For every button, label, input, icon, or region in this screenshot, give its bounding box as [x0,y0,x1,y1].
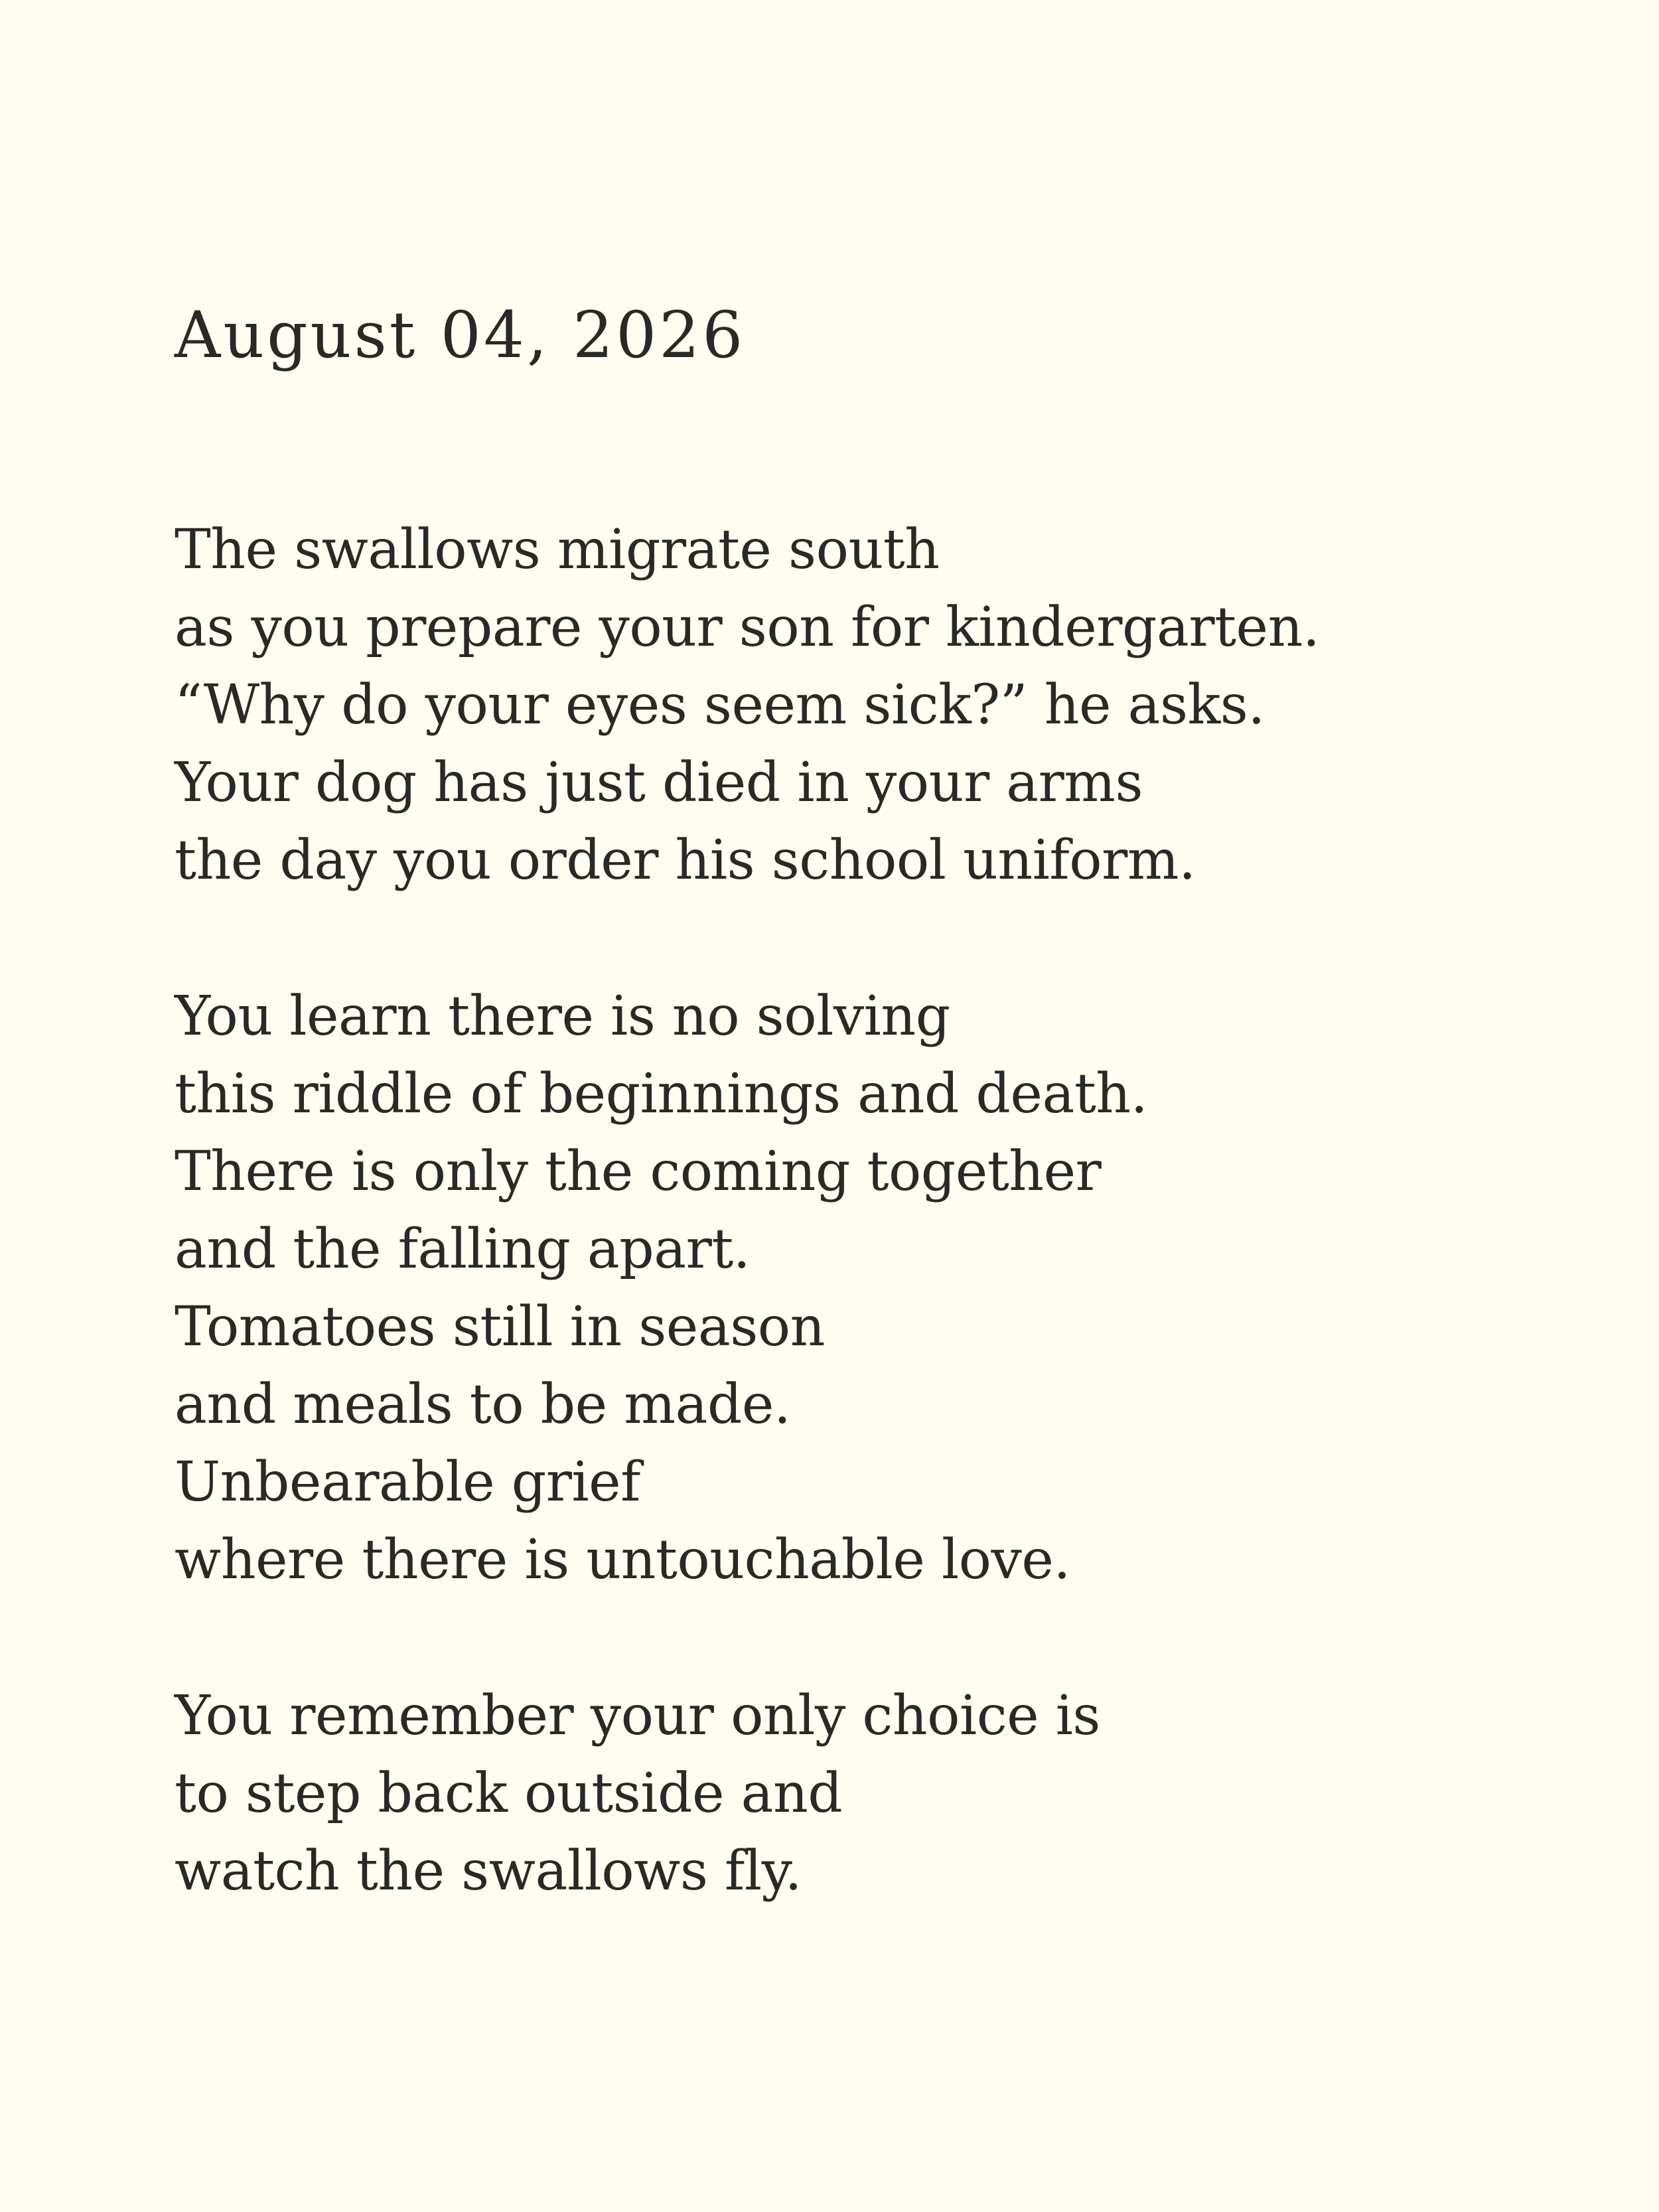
poem-line: and the falling apart. [175,1218,751,1281]
poem-line: watch the swallows fly. [175,1840,802,1903]
poem-line: and meals to be made. [175,1373,791,1436]
poem-line: “Why do your eyes seem sick?” he asks. [175,674,1265,737]
stanza-2 [175,978,1568,1599]
poem-line: as you prepare your son for kindergarten. [175,596,1320,659]
poem-line: Tomatoes still in season [175,1295,825,1359]
poem-line: to step back outside and [175,1762,843,1825]
poem-line: You remember your only choice is [175,1684,1101,1747]
poem-line: You learn there is no solving [175,985,950,1048]
poem-line: Your dog has just died in your arms [175,751,1143,814]
poem-line: Unbearable grief [175,1451,641,1514]
poem-date-heading: August 04, 2026 [175,298,746,372]
stanza-1 [175,511,1568,899]
poem-line: this riddle of beginnings and death. [175,1063,1148,1126]
poem-line: where there is untouchable love. [175,1528,1070,1591]
poem-line: The swallows migrate south [175,518,940,581]
stanza-3 [175,1677,1568,1910]
poem-line: the day you order his school uniform. [175,829,1196,892]
poem-line: There is only the coming together [175,1140,1102,1203]
poem-body [175,511,1568,1910]
